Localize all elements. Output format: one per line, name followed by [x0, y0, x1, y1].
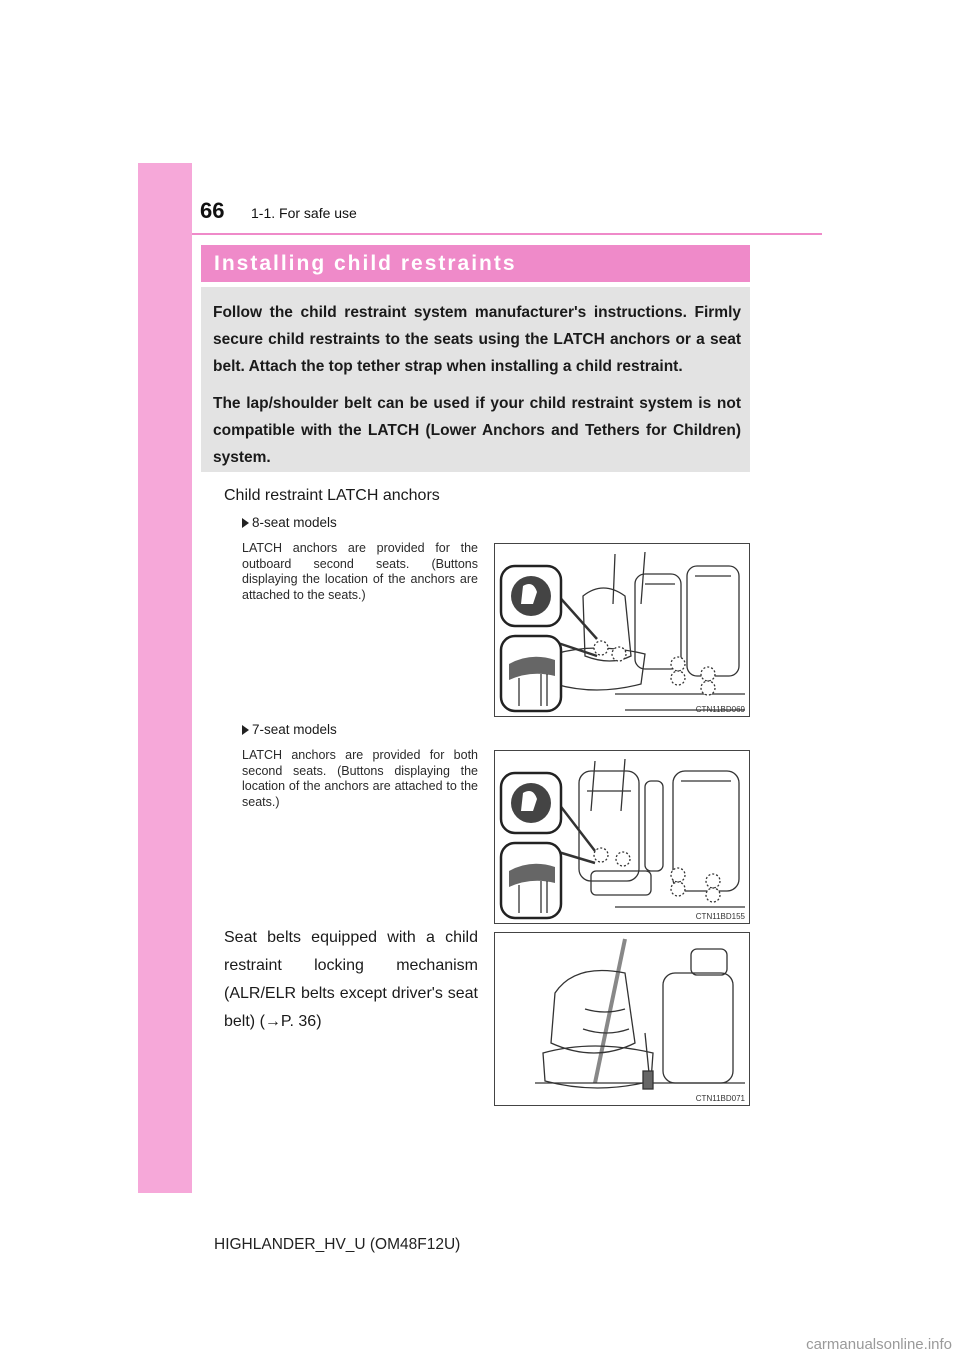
intro-box	[201, 287, 750, 472]
model-label-7-seat: 7-seat models	[242, 722, 337, 737]
page-number: 66	[200, 198, 225, 223]
seat-illustration	[495, 544, 749, 716]
watermark: carmanualsonline.info	[806, 1336, 952, 1353]
illustration-7-seat	[494, 750, 750, 924]
latch-heading: Child restraint LATCH anchors	[224, 487, 440, 504]
seat-illustration	[495, 751, 749, 923]
footer-model-code: HIGHLANDER_HV_U (OM48F12U)	[214, 1236, 461, 1253]
model-label-8-seat: 8-seat models	[242, 515, 337, 530]
side-tab	[138, 163, 192, 1193]
intro-paragraph: Follow the child restraint system manufacturer's instructions. Firmly secure child restraints to the seats using the LATCH anchors or a seat belt. Attach the top tether strap when installing a child restraint.	[213, 304, 741, 375]
illustration-seat-belt	[494, 932, 750, 1106]
image-code: CTN11BD071	[695, 1094, 745, 1103]
section-label: 1-1. For safe use	[251, 205, 357, 221]
seat-belt-text: Seat belts equipped with a child restraint locking mechanism (ALR/ELR belts except driver's seat belt) (→P. 36)	[224, 929, 478, 1030]
page-title: Installing child restraints	[201, 245, 750, 282]
model-description: LATCH anchors are provided for the outboard second seats. (Buttons displaying the location of the anchors are attached to the seats.)	[242, 541, 478, 602]
header-rule	[192, 233, 822, 235]
illustration-8-seat	[494, 543, 750, 717]
model-description: LATCH anchors are provided for both second seats. (Buttons displaying the location of the anchors are attached to the seats.)	[242, 748, 478, 809]
image-code: CTN11BD069	[695, 705, 745, 714]
image-code: CTN11BD155	[695, 912, 745, 921]
triangle-bullet-icon	[242, 518, 249, 528]
seat-illustration	[495, 933, 749, 1105]
triangle-bullet-icon	[242, 725, 249, 735]
intro-paragraph: The lap/shoulder belt can be used if your child restraint system is not compatible with the LATCH (Lower Anchors and Tethers for Children) system.	[213, 395, 741, 466]
